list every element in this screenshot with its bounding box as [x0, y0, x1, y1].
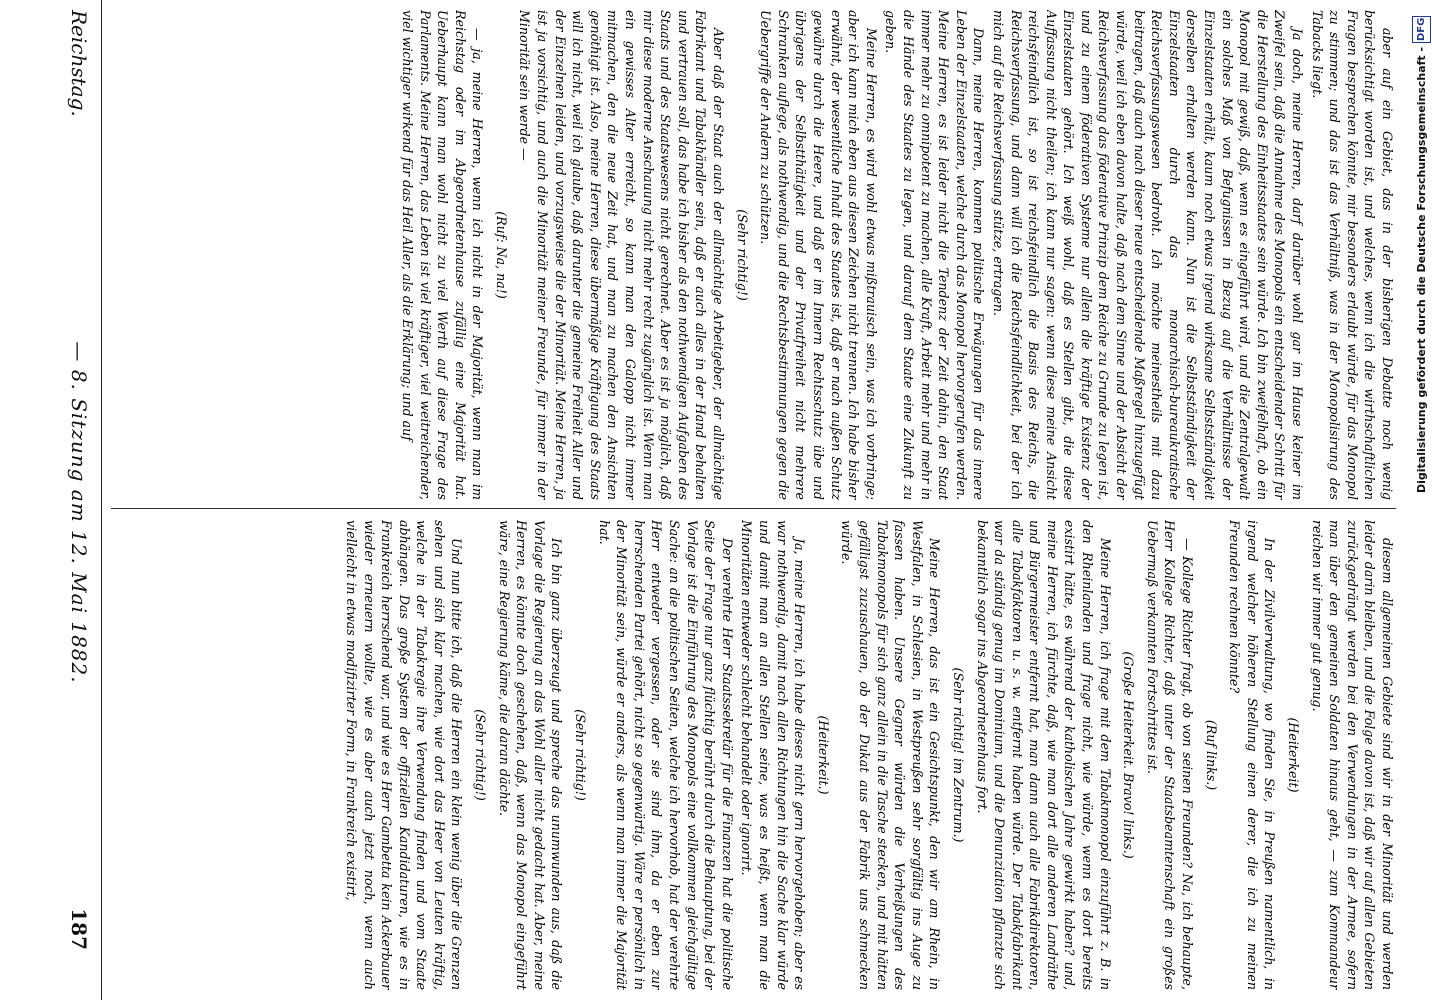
paragraph: Meine Herren, das ist ein Gesichtspunkt, den wir am Rhein, in Westfalen, in Schlesien, in Westpreußen sehr sorgfältig ins Auge zu fassen haben. Unsere Gegner würden die Verheißungen des Tabakmonopols für sich ganz allein in die Tasche stecken, und mit hätten gefälligst zuzuschauen, ob der Dukat aus der Fabrik uns schmecken würde. [839, 520, 943, 990]
dfg-logo: DFG [1412, 16, 1431, 43]
paragraph: Ich bin ganz überzeugt und spreche das unumwunden aus, daß die Vorlage die Regierung an das Wohl aller nicht gedacht hat. Aber, meine Herren, es könnte doch geschehen, daß, wenn das Monopol eingeführt wäre, eine Regierung käme, die daran dächte. [496, 520, 565, 990]
paragraph: Der verehrte Herr Staatssekretär für die Finanzen hat die politische Seite der Frage nur ganz flüchtig berührt durch die Behauptung, bei der Vorlage ist die Einführung des Monopols eine vollkommen gleichgültige Sache: an die politischen Seiten, welche ich hervorhob, hat der verehrte Herr entweder vergessen, oder sie sind ihm, da er eben zur herrschenden Partei gehört, nicht so gegenwärtig. Wäre er persönlich in der Minorität sein, würde er anders, als wenn man immer die Majorität hat. [596, 520, 735, 990]
running-head-left: Reichstag. [67, 10, 91, 117]
digitization-credit [1412, 16, 1430, 986]
paragraph: Ja, meine Herren, ich habe dieses nicht gern hervorgehoben; aber es war nothwendig, damit nach allen Richtungen hin die Sache klar würde und damit man an allen Stellen seine, was es heißt, wenn man die Minoritäten entweder schlecht behandelt oder ignorirt. [739, 520, 808, 990]
paragraph: Und nun bitte ich, daß die Herren ein klein wenig über die Grenzen sehen und sich klar machen, wie dort das Heer von Leuten kräftig, welche in der Tabakregie ihre Verwendung finden und vom Staate abhängen. Das große System der offiziellen Kandidaturen, wie es in Frankreich herrschend war, und wie es Herr Gambetta kein Ackerbauer wieder erneuern wollte, wie es aber auch jetzt noch, wenn auch vielleicht in etwas modifizirter Form, in Frankreich existirt, [343, 520, 465, 990]
interjection: (Ruf links.) [1203, 719, 1219, 791]
interjection: (Sehr richtig!) [473, 709, 489, 801]
paragraph: Meine Herren, ich frage mit dem Tabakmonopol einzuführt z. B. in den Rheinlanden und frage nicht, wie würde, wenn es dort bereits existirt hätte, es während der katholischen Jahre gewirkt haben? und, meine Herren, ich fürchte, daß, wie man dort alle anderen Landräthe und Bürgermeister entfernt hat, man dann auch alle Fabrikdirektoren, alle Tabakfaktoren u. s. w. entfernt haben würde. Der Tabakfabrikant war da ständig genug im Dominium, und die Denunziation pflanzte sich bekanntlich sogar ins Abgeordnetenhaus fort. [974, 520, 1113, 990]
scanned-page [36, 0, 1416, 1000]
interjection: (Ruf: Na, na!) [493, 211, 509, 299]
interjection: (Sehr richtig!) [573, 709, 589, 801]
paragraph: Aber daß der Staat auch der allmächtige Arbeitgeber, der allmächtige Fabrikant und Tabakhändler sein, daß er auch alles in der Hand behalten und vertrauen soll, das habe ich bisher als den nothwendigen Aufgaben des Staats und des Staatswesens nicht gerechnet. Aber es ist ja möglich, daß mir diese moderne Anschauung nicht mehr recht zugänglich ist. Wenn man ein gewisses Alter erreicht, so kann man den Galopp nicht immer mitmachen, den die neue Zeit hat, und man zu machen den Ansichten genöthigt ist. Also, meine Herren, diese übermäßige Kräftigung des Staats will ich nicht, weil ich glaube, daß darunter die gemeine Freiheit Aller und der Einzelnen leiden, und vorzugsweise die der Minorität. Meine Herren, ja ist ja vorsichtig, und auch die Minorität meiner Freunde, für immer in der Minorität sein werde — [517, 10, 727, 500]
paragraph: Ja doch, meine Herren, darf darüber wohl gar im Hause keiner im Zweifel sein, daß die Annahme des Monopols ein entscheidender Schritt für die Herstellung des Einheitsstaates sein würde. Ich bin zweifelhaft, ob ein Monopol mit gewiß, daß, wenn es eingeführt wird, und die Zentralgewalt ein solches Maß von Befugnissen in Bezug auf die Verhältnisse der Einzelstaaten erhält, kaum noch etwas irgend wirksame Selbstständigkeit derselben erhalten werden kann. Nun ist die Selbstständigkeit der Einzelstaaten durch das monarchisch-bureaukratische Reichsverfassungswesen bedroht. Ich möchte meinestheils mit dazu beitragen, daß auch nach dieser neue entscheidende Maßregel hinzugefügt würde, weil ich eben davon halte, daß nach dem Sinne und der Absicht der Reichsverfassung das föderative Prinzip dem Reiche zu Grunde zu legen ist, und zu einem föderativen Systeme nur allein die kräftige Existenz der Einzelstaaten gehört. Ich weiß wohl, daß es Stellen gibt, die diese Auffassung nicht theilen; ich kann nur sagen: wenn diese meine Ansicht reichsfeindlich ist, so ist reichsfeindlich die Basis des Reichs, die Reichsverfassung, und dann will ich die Reichsfeindlichkeit, bei der ich mich auf die Reichsverfassung stütze, ertragen. [990, 10, 1306, 500]
left-text-column [111, 10, 1396, 500]
right-text-column [111, 520, 1396, 990]
interjection: (Große Heiterkeit. Bravo! links.) [1121, 651, 1137, 859]
interjection: (Heiterkeit.) [815, 715, 831, 795]
credit-text: Digitalisierung gefördert durch die Deutsche Forschungsgemeinschaft - [1415, 47, 1428, 494]
page-number: 187 [67, 908, 91, 950]
column-divider [111, 508, 1396, 509]
running-head [62, 0, 96, 1000]
interjection: (Sehr richtig! im Zentrum.) [950, 667, 966, 843]
paragraph: In der Zivilverwaltung, wo finden Sie, in Preußen namentlich, in irgend welcher höheren Stellung einen derer, die ich zu meinen Freunden rechnen könnte? [1227, 520, 1278, 990]
paragraph: Dann, meine Herren, kommen politische Erwägungen für das innere Leben der Einzelstaaten, welche durch das Monopol hervorgerufen werden. Meine Herren, es ist leider nicht die Tendenz der Zeit dahin, den Staat immer mehr zu omnipotent zu machen, alle Kraft, Arbeit mehr und mehr in die Hände des Staates zu legen, und darauf dem Staate eine Zukunft zu geben. [883, 10, 987, 500]
paragraph: — Kollege Richter fragt, ob von seinen Freunden? Na, ich behaupte, Herr Kollege Richter, daß unter der Staatsbeamtenschaft ein großes Uebermaß verkannten Fortschrittes ist. [1144, 520, 1196, 990]
paragraph: — ja, meine Herren, wenn ich nicht in der Majorität, wenn man im Reichstag oder im Abgeordnetenhause zufällig eine Majorität hat. Ueberhaupt kann man wohl nicht zu viel Werth auf diese Frage des Parlaments. Meine Herren, das Leben ist viel kräftiger, viel weitreichender, viel wichtiger wirkend für das Heil Aller, als die Erklärung; und auf [399, 10, 486, 500]
interjection: (Heiterkeit) [1286, 717, 1302, 793]
paragraph: Meine Herren, es wird wohl etwas mißtrauisch sein, was ich vorbringe; aber ich kann mich eben aus diesen Zeichen nicht trennen. Ich habe bisher erwähnt, der wesentliche Inhalt des Staates ist, daß er nach außen Schutz gewähre durch die Heere, und daß er im Innern Rechtsschutz übe und übrigens der Selbstthätigkeit und der Privatfreiheit nicht mehrere Schranken auflege, als nothwendig, und die Rechtsbestimmungen gegen die Uebergriffe der Andern zu schützen. [758, 10, 879, 500]
paragraph: diesem allgemeinen Gebiete sind wir in der Minorität und werden leider darin bleiben, und die Folge davon ist, daß wir auf allen Gebieten zurückgedrängt werden bei den Verwendungen in der Armee, sofern man über den gemeinen Soldaten hinaus geht, — zum Kommandeur reichen wir immer gut genug. [1309, 520, 1395, 990]
paragraph: aber auf ein Gebiet, das in der bisherigen Debatte noch wenig berücksichtigt worden ist, und welches, wenn ich die wirthschaftlichen Fragen besprechen könnte, mir besonders erlaubt würde, für das Monopol zu stimmen; und das ist das Verhältniß, was in der Monopolisirung des Tabacks liegt. [1309, 10, 1395, 500]
interjection: (Sehr richtig!) [734, 209, 750, 301]
header-rule [101, 0, 102, 1000]
running-head-session: — 8. Sitzung am 12. Mai 1882. [67, 341, 91, 684]
